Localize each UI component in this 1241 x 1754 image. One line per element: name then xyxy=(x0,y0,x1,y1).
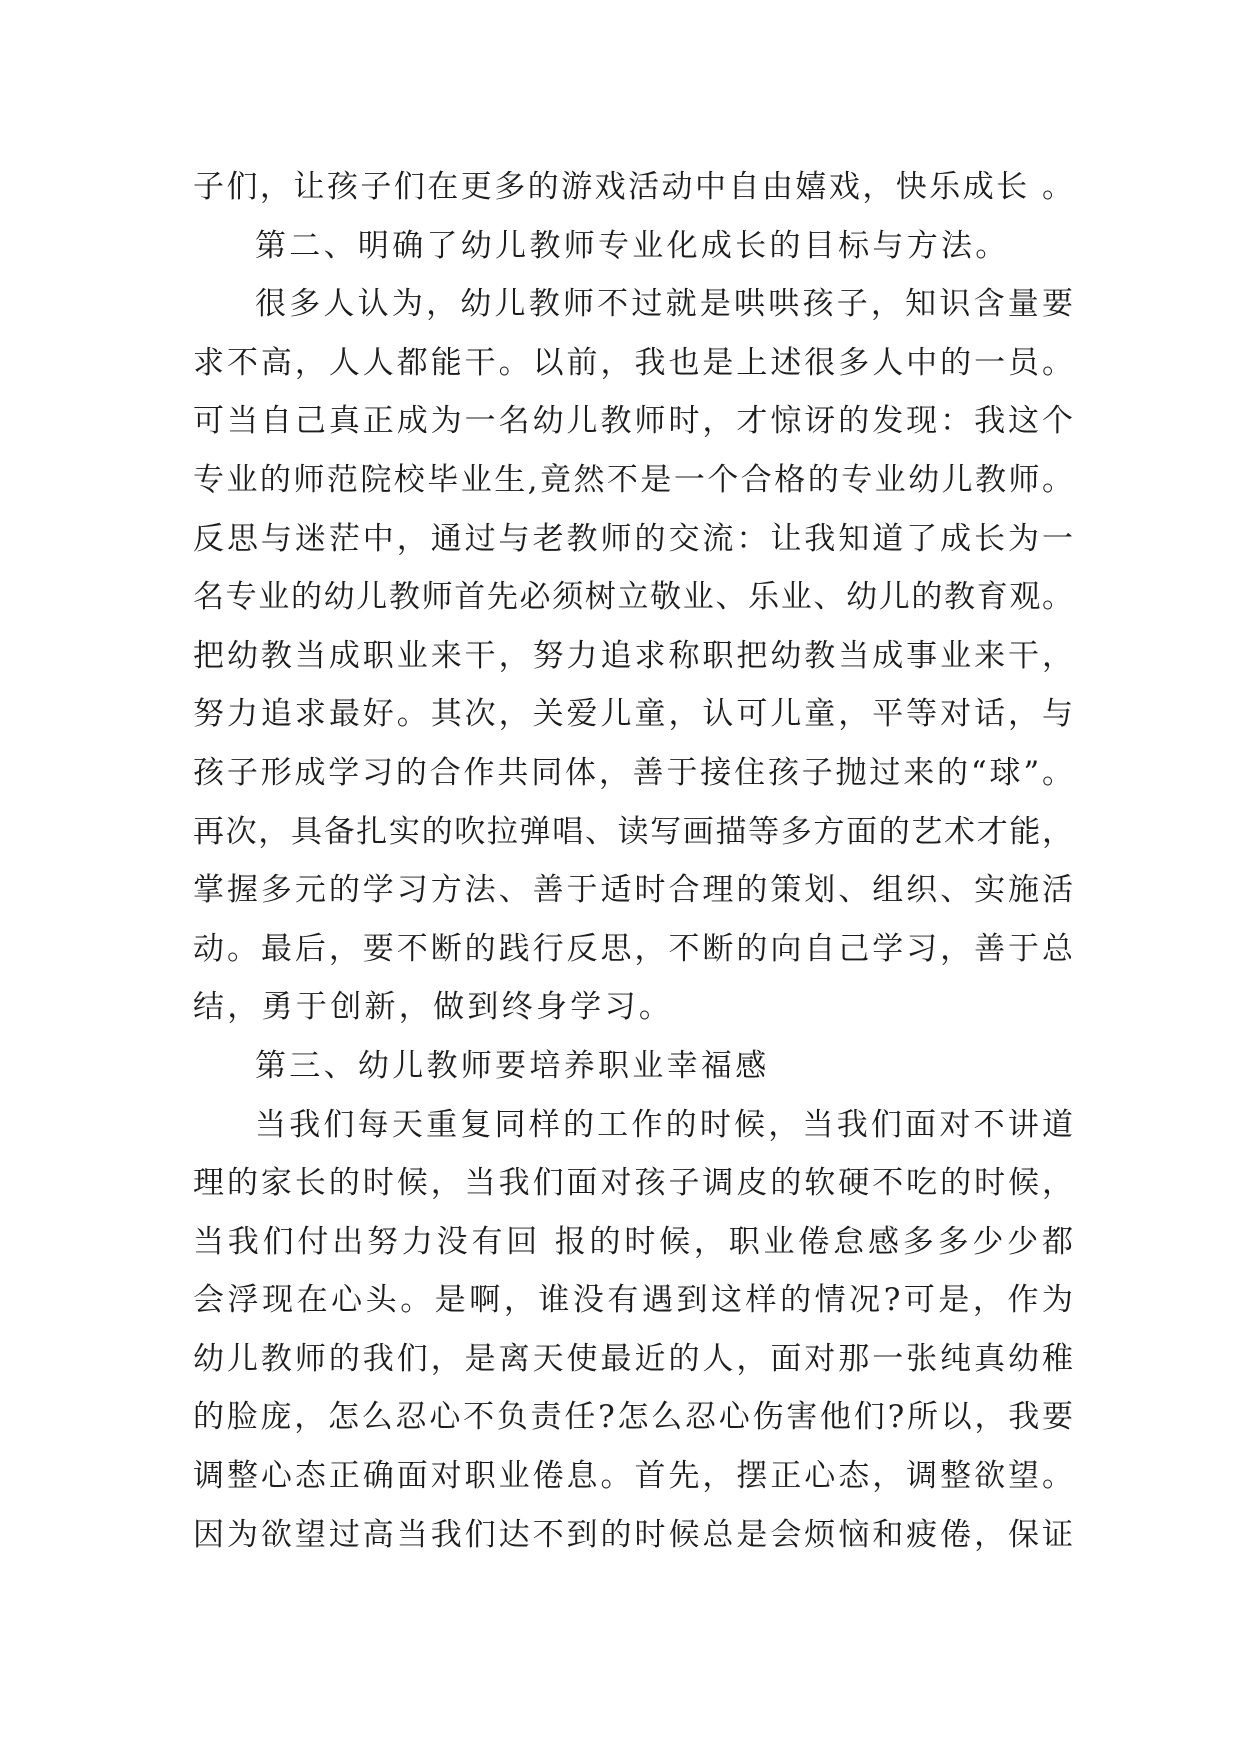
section-heading: 第二、明确了幼儿教师专业化成长的目标与方法。 xyxy=(255,227,1010,264)
text-line: 子们，让孩子们在更多的游戏活动中自由嬉戏，快乐成长 。 xyxy=(193,169,1073,205)
text-line: 结，勇于创新，做到终身学习。 xyxy=(193,989,674,1026)
text-line: 掌握多元的学习方法、善于适时合理的策划、组织、实施活 xyxy=(193,872,1073,909)
text-line: 把幼教当成职业来干，努力追求称职把幼教当成事业来干， xyxy=(193,637,1073,674)
text-line: 专业的师范院校毕业生,竟然不是一个合格的专业幼儿教师。 xyxy=(193,461,1073,498)
text-line: 当我们付出努力没有回 报的时候，职业倦怠感多多少少都 xyxy=(193,1223,1073,1260)
text-line: 动。最后，要不断的践行反思，不断的向自己学习，善于总 xyxy=(193,930,1073,967)
text-line: 可当自己真正成为一名幼儿教师时，才惊讶的发现：我这个 xyxy=(193,403,1073,440)
text-line: 反思与迷茫中，通过与老教师的交流：让我知道了成长为一 xyxy=(193,520,1073,557)
section-heading: 第三、幼儿教师要培养职业幸福感 xyxy=(255,1047,770,1084)
text-line: 求不高，人人都能干。以前，我也是上述很多人中的一员。 xyxy=(193,344,1073,381)
text-line: 当我们每天重复同样的工作的时候，当我们面对不讲道 xyxy=(255,1106,1073,1143)
text-line: 努力追求最好。其次，关爱儿童，认可儿童，平等对话，与 xyxy=(193,696,1073,733)
text-line: 很多人认为，幼儿教师不过就是哄哄孩子，知识含量要 xyxy=(255,286,1073,323)
text-line: 会浮现在心头。是啊，谁没有遇到这样的情况?可是，作为 xyxy=(193,1282,1073,1319)
text-line: 的脸庞，怎么忍心不负责任?怎么忍心伤害他们?所以，我要 xyxy=(193,1399,1073,1436)
text-line: 因为欲望过高当我们达不到的时候总是会烦恼和疲倦，保证 xyxy=(193,1516,1073,1553)
text-line: 再次，具备扎实的吹拉弹唱、读写画描等多方面的艺术才能， xyxy=(193,813,1073,850)
document-body xyxy=(193,158,1073,1564)
text-line: 调整心态正确面对职业倦息。首先，摆正心态，调整欲望。 xyxy=(193,1458,1073,1495)
text-line: 理的家长的时候，当我们面对孩子调皮的软硬不吃的时候， xyxy=(193,1165,1073,1202)
text-line: 幼儿教师的我们，是离天使最近的人，面对那一张纯真幼稚 xyxy=(193,1340,1073,1377)
text-line: 名专业的幼儿教师首先必须树立敬业、乐业、幼儿的教育观。 xyxy=(193,579,1073,616)
text-line: 孩子形成学习的合作共同体，善于接住孩子抛过来的“球”。 xyxy=(193,754,1073,791)
